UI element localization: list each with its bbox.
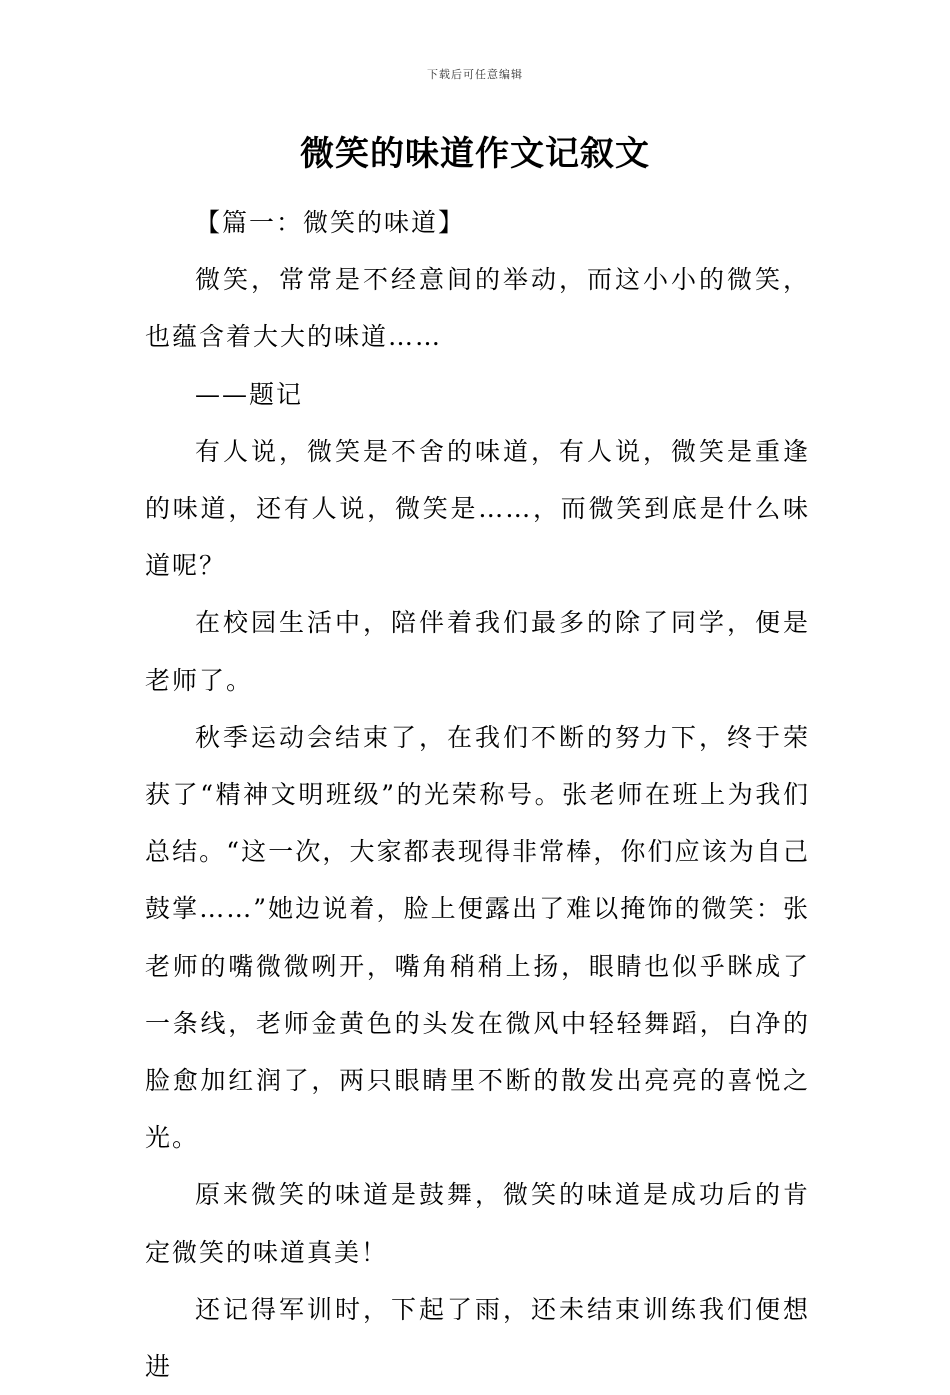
paragraph: 在校园生活中，陪伴着我们最多的除了同学，便是老师了。	[145, 608, 810, 695]
paragraph: 还记得军训时，下起了雨，还未结束训练我们便想进	[145, 1294, 810, 1382]
document-title: 微笑的味道作文记叙文	[300, 134, 650, 174]
paragraph: 原来微笑的味道是鼓舞，微笑的味道是成功后的肯定微笑的味道真美！	[145, 1180, 810, 1267]
document-body	[145, 194, 810, 1395]
section-heading: 【篇一：微笑的味道】	[195, 208, 466, 237]
paragraph: 微笑，常常是不经意间的举动，而这小小的微笑，也蕴含着大大的味道……	[145, 265, 810, 352]
paragraph: 有人说，微笑是不舍的味道，有人说，微笑是重逢的味道，还有人说，微笑是……，而微笑到底是什么味道呢？	[145, 436, 810, 581]
header-note: 下载后可任意编辑	[427, 68, 523, 81]
paragraph: 秋季运动会结束了，在我们不断的努力下，终于荣获了“精神文明班级”的光荣称号。张老师在班上为我们总结。“这一次，大家都表现得非常棒，你们应该为自己鼓掌……”她边说着，脸上便露出了难以掩饰的微笑：张老师的嘴微微咧开，嘴角稍稍上扬，眼睛也似乎眯成了一条线，老师金黄色的头发在微风中轻轻舞蹈，白净的脸愈加红润了，两只眼睛里不断的散发出亮亮的喜悦之光。	[145, 722, 810, 1153]
epigraph-note: ——题记	[195, 379, 304, 409]
